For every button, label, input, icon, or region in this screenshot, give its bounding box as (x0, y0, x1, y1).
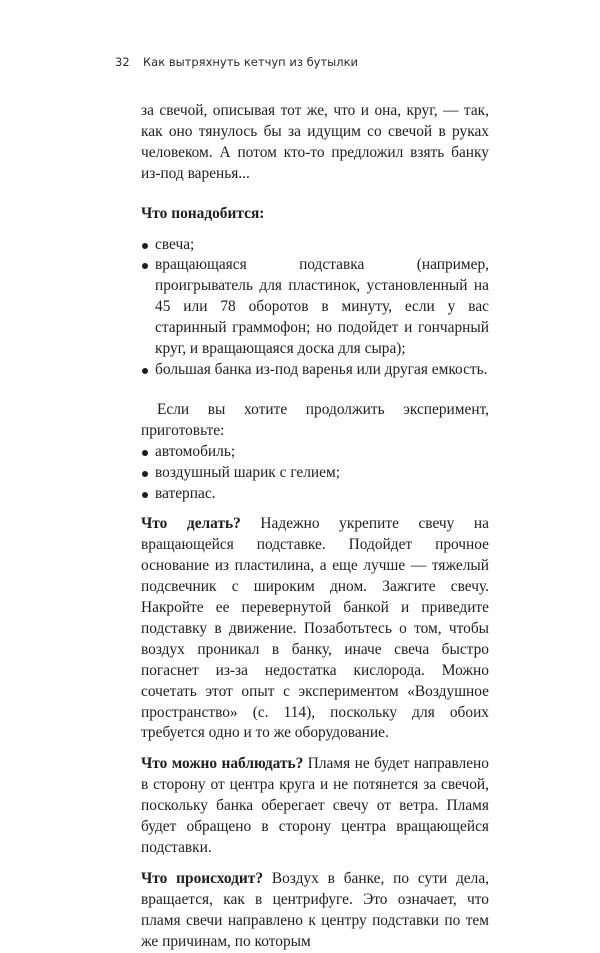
intro-paragraph: за свечой, описывая тот же, что и она, круг, — так, как оно тянулось бы за идущим со свечой в руках человеком. А потом кто-то предложил взять банку из-под варенья... (141, 102, 489, 182)
needs-heading (141, 204, 489, 225)
list-item: большая банка из-под варенья или другая емкость. (141, 360, 489, 381)
list-item: ватерпас. (141, 484, 489, 505)
list-item: автомобиль; (141, 442, 489, 463)
page-number: 32 (115, 55, 130, 69)
needs-list (141, 235, 489, 381)
list-item: воздушный шарик с гелием; (141, 463, 489, 484)
needs-heading-text: Что понадобится: (141, 204, 265, 222)
list-item: свеча; (141, 235, 489, 256)
observe-heading: Что можно наблюдать? (141, 755, 304, 773)
extras-list (141, 442, 489, 505)
observe-text: Пламя не будет направлено в сторону от центра круга и не потянется за свечой, поскольку банка оберегает свечу от ветра. Пламя будет обращено в сторону центра вращающейся подставки. (141, 755, 489, 856)
todo-text: Надежно укрепите свечу на вращающейся подставке. Подойдет прочное основание из пластилина, а еще лучше — тяжелый подсвечник с широким дном. Зажгите свечу. Накройте ее перевернутой банкой и приведите подставку в движение. Позаботьтесь о том, чтобы воздух проникал в банку, иначе свеча быстро погаснет из-за недостатка кислорода. Можно сочетать этот опыт с экспериментом «Воздушное пространство» (с. 114), поскольку для обоих требуется одно и то же оборудование. (141, 515, 489, 742)
book-title: Как вытряхнуть кетчуп из бутылки (143, 55, 359, 69)
todo-paragraph (141, 514, 489, 744)
running-header (115, 55, 358, 69)
list-item: вращающаяся подставка (например, проигрыватель для пластинок, установленный на 45 или 78 оборотов в минуту, если у вас старинный граммофон; но подойдет и гончарный круг, и вращающаяся доска для сыра); (141, 255, 489, 360)
continue-paragraph: Если вы хотите продолжить эксперимент, приготовьте: (141, 400, 489, 439)
happens-paragraph (141, 869, 489, 953)
happens-heading: Что происходит? (141, 869, 264, 887)
happens-text: Воздух в банке, по сути дела, вращается, как в центрифуге. Это означает, что пламя свечи направлено к центру подставки по тем же причинам, по которым (141, 869, 489, 950)
observe-paragraph (141, 754, 489, 859)
todo-heading: Что делать? (141, 515, 241, 533)
page-body (141, 101, 489, 953)
